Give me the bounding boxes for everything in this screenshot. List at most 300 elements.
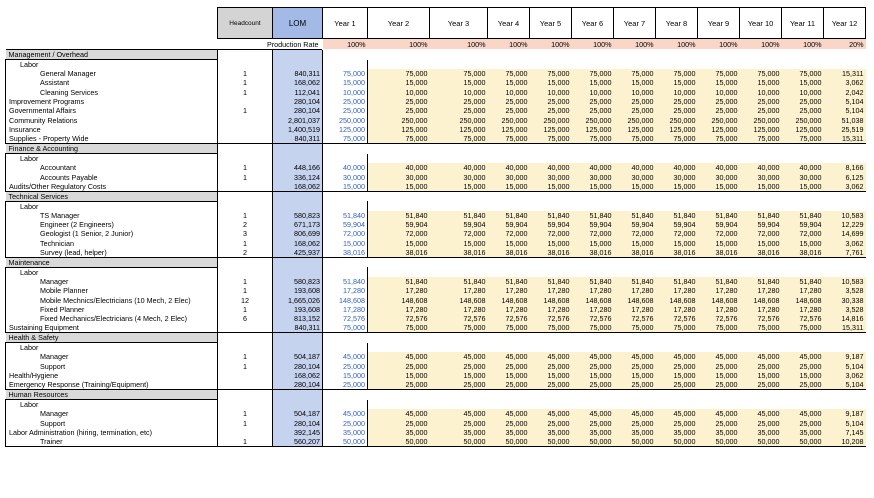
year-8-cell[interactable] — [656, 60, 698, 70]
year-7-cell[interactable]: 50,000 — [614, 437, 656, 447]
year-10-cell[interactable]: 17,280 — [740, 286, 782, 295]
section-year-cell[interactable] — [782, 390, 824, 400]
year-9-cell[interactable]: 45,000 — [698, 352, 740, 361]
section-label[interactable]: Human Resources — [6, 390, 218, 400]
year-7-cell[interactable] — [614, 267, 656, 277]
headcount-cell[interactable] — [218, 371, 273, 380]
section-year-cell[interactable] — [782, 257, 824, 267]
year-10-cell[interactable] — [740, 267, 782, 277]
year-1-cell[interactable]: 35,000 — [323, 428, 368, 437]
year-5-cell[interactable]: 15,000 — [530, 371, 572, 380]
year-6-cell[interactable]: 25,000 — [572, 362, 614, 371]
year-2-cell[interactable]: 15,000 — [368, 78, 430, 87]
year-8-cell[interactable]: 75,000 — [656, 134, 698, 144]
section-headcount-cell[interactable] — [218, 390, 273, 400]
year-5-cell[interactable]: 75,000 — [530, 134, 572, 144]
line-item-label[interactable]: Audits/Other Regulatory Costs — [6, 182, 218, 192]
lom-total-cell[interactable]: 580,823 — [273, 211, 323, 220]
year-2-cell[interactable]: 148,608 — [368, 295, 430, 304]
section-year-cell[interactable] — [740, 390, 782, 400]
year-2-cell[interactable]: 30,000 — [368, 172, 430, 181]
line-item-label[interactable]: Assistant — [6, 78, 218, 87]
year-5-cell[interactable]: 148,608 — [530, 295, 572, 304]
year-5-cell[interactable] — [530, 400, 572, 410]
year-6-cell[interactable]: 17,280 — [572, 305, 614, 314]
year-4-cell[interactable]: 72,000 — [488, 229, 530, 238]
line-item-label[interactable]: Cleaning Services — [6, 88, 218, 97]
year-11-cell[interactable]: 17,280 — [782, 286, 824, 295]
year-5-cell[interactable]: 25,000 — [530, 380, 572, 390]
section-lom-cell[interactable] — [273, 191, 323, 201]
year-5-cell[interactable]: 25,000 — [530, 106, 572, 115]
line-item-label[interactable]: Accountant — [6, 163, 218, 172]
lom-total-cell[interactable]: 392,145 — [273, 428, 323, 437]
year-4-cell[interactable]: 72,576 — [488, 314, 530, 323]
lom-total-cell[interactable] — [273, 343, 323, 353]
section-year-cell[interactable] — [488, 144, 530, 154]
year-7-cell[interactable]: 10,000 — [614, 88, 656, 97]
year-11-cell[interactable] — [782, 267, 824, 277]
line-item-label[interactable]: Health/Hygiene — [6, 371, 218, 380]
header-year-12[interactable]: Year 12 — [824, 8, 866, 39]
year-2-cell[interactable]: 72,000 — [368, 229, 430, 238]
section-year-cell[interactable] — [572, 191, 614, 201]
section-year-cell[interactable] — [698, 191, 740, 201]
year-9-cell[interactable] — [698, 343, 740, 353]
year-2-cell[interactable]: 75,000 — [368, 323, 430, 333]
year-1-cell[interactable]: 75,000 — [323, 134, 368, 144]
production-rate-year-8[interactable]: 100% — [656, 39, 698, 50]
year-1-cell[interactable] — [323, 154, 368, 164]
year-1-cell[interactable]: 25,000 — [323, 419, 368, 428]
year-9-cell[interactable]: 17,280 — [698, 305, 740, 314]
lom-total-cell[interactable]: 504,187 — [273, 352, 323, 361]
year-4-cell[interactable]: 75,000 — [488, 323, 530, 333]
year-9-cell[interactable]: 10,000 — [698, 88, 740, 97]
section-year-cell[interactable] — [614, 257, 656, 267]
year-3-cell[interactable]: 30,000 — [430, 172, 488, 181]
header-year-4[interactable]: Year 4 — [488, 8, 530, 39]
year-7-cell[interactable]: 15,000 — [614, 182, 656, 192]
production-rate-year-10[interactable]: 100% — [740, 39, 782, 50]
line-item-label[interactable]: Geologist (1 Senior, 2 Junior) — [6, 229, 218, 238]
lom-total-cell[interactable]: 448,166 — [273, 163, 323, 172]
year-8-cell[interactable]: 75,000 — [656, 323, 698, 333]
headcount-cell[interactable] — [218, 134, 273, 144]
year-2-cell[interactable]: 125,000 — [368, 125, 430, 134]
section-year-cell[interactable] — [614, 390, 656, 400]
section-year-cell[interactable] — [530, 390, 572, 400]
year-4-cell[interactable]: 40,000 — [488, 163, 530, 172]
section-year-cell[interactable] — [572, 144, 614, 154]
year-4-cell[interactable]: 51,840 — [488, 211, 530, 220]
headcount-cell[interactable] — [218, 380, 273, 390]
lom-total-cell[interactable]: 425,937 — [273, 248, 323, 258]
section-year-cell[interactable] — [368, 257, 430, 267]
year-3-cell[interactable]: 59,904 — [430, 220, 488, 229]
section-year-cell[interactable] — [656, 390, 698, 400]
year-1-cell[interactable] — [323, 60, 368, 70]
year-2-cell[interactable] — [368, 154, 430, 164]
year-3-cell[interactable]: 250,000 — [430, 115, 488, 124]
year-11-cell[interactable] — [782, 201, 824, 211]
year-3-cell[interactable]: 148,608 — [430, 295, 488, 304]
year-4-cell[interactable]: 35,000 — [488, 428, 530, 437]
year-3-cell[interactable]: 38,016 — [430, 248, 488, 258]
year-11-cell[interactable]: 50,000 — [782, 437, 824, 447]
section-year-cell[interactable] — [430, 390, 488, 400]
year-12-cell[interactable]: 14,816 — [824, 314, 866, 323]
section-year-cell[interactable] — [488, 333, 530, 343]
section-year-cell[interactable] — [824, 144, 866, 154]
year-5-cell[interactable]: 10,000 — [530, 88, 572, 97]
headcount-cell[interactable]: 1 — [218, 88, 273, 97]
section-year-cell[interactable] — [656, 257, 698, 267]
section-year-cell[interactable] — [740, 333, 782, 343]
year-1-cell[interactable]: 45,000 — [323, 409, 368, 418]
year-9-cell[interactable]: 45,000 — [698, 409, 740, 418]
section-year-cell[interactable] — [824, 191, 866, 201]
lom-total-cell[interactable]: 193,608 — [273, 286, 323, 295]
year-7-cell[interactable]: 35,000 — [614, 428, 656, 437]
section-year-cell[interactable] — [368, 191, 430, 201]
section-headcount-cell[interactable] — [218, 333, 273, 343]
lom-total-cell[interactable]: 504,187 — [273, 409, 323, 418]
lom-total-cell[interactable] — [273, 154, 323, 164]
year-10-cell[interactable]: 72,576 — [740, 314, 782, 323]
section-year-cell[interactable] — [614, 191, 656, 201]
year-8-cell[interactable]: 15,000 — [656, 371, 698, 380]
headcount-cell[interactable]: 1 — [218, 69, 273, 78]
year-8-cell[interactable]: 51,840 — [656, 211, 698, 220]
year-7-cell[interactable]: 75,000 — [614, 69, 656, 78]
year-6-cell[interactable] — [572, 400, 614, 410]
year-5-cell[interactable] — [530, 60, 572, 70]
headcount-cell[interactable]: 1 — [218, 352, 273, 361]
year-11-cell[interactable]: 15,000 — [782, 182, 824, 192]
year-8-cell[interactable] — [656, 400, 698, 410]
section-year-cell[interactable] — [572, 257, 614, 267]
year-7-cell[interactable]: 40,000 — [614, 163, 656, 172]
year-10-cell[interactable]: 25,000 — [740, 362, 782, 371]
year-12-cell[interactable]: 3,062 — [824, 371, 866, 380]
year-3-cell[interactable]: 25,000 — [430, 380, 488, 390]
year-4-cell[interactable] — [488, 400, 530, 410]
lom-total-cell[interactable] — [273, 201, 323, 211]
year-8-cell[interactable]: 25,000 — [656, 362, 698, 371]
section-year-cell[interactable] — [488, 191, 530, 201]
line-item-label[interactable]: Accounts Payable — [6, 172, 218, 181]
year-5-cell[interactable]: 40,000 — [530, 163, 572, 172]
section-year-cell[interactable] — [614, 144, 656, 154]
section-year-cell[interactable] — [656, 144, 698, 154]
year-8-cell[interactable]: 75,000 — [656, 69, 698, 78]
lom-total-cell[interactable]: 280,104 — [273, 419, 323, 428]
year-7-cell[interactable] — [614, 60, 656, 70]
year-12-cell[interactable]: 3,062 — [824, 239, 866, 248]
year-7-cell[interactable]: 38,016 — [614, 248, 656, 258]
year-8-cell[interactable]: 25,000 — [656, 97, 698, 106]
year-9-cell[interactable] — [698, 400, 740, 410]
year-9-cell[interactable]: 25,000 — [698, 106, 740, 115]
line-item-label[interactable]: Emergency Response (Training/Equipment) — [6, 380, 218, 390]
year-3-cell[interactable]: 50,000 — [430, 437, 488, 447]
year-3-cell[interactable] — [430, 267, 488, 277]
year-10-cell[interactable] — [740, 343, 782, 353]
year-7-cell[interactable]: 15,000 — [614, 371, 656, 380]
header-year-9[interactable]: Year 9 — [698, 8, 740, 39]
lom-total-cell[interactable]: 168,062 — [273, 182, 323, 192]
section-headcount-cell[interactable] — [218, 144, 273, 154]
headcount-cell[interactable] — [218, 182, 273, 192]
year-6-cell[interactable] — [572, 201, 614, 211]
year-9-cell[interactable]: 50,000 — [698, 437, 740, 447]
year-4-cell[interactable] — [488, 60, 530, 70]
year-11-cell[interactable] — [782, 343, 824, 353]
year-5-cell[interactable]: 59,904 — [530, 220, 572, 229]
year-6-cell[interactable]: 15,000 — [572, 239, 614, 248]
year-6-cell[interactable]: 25,000 — [572, 97, 614, 106]
lom-total-cell[interactable] — [273, 60, 323, 70]
year-5-cell[interactable]: 38,016 — [530, 248, 572, 258]
section-year-cell[interactable] — [698, 50, 740, 60]
year-6-cell[interactable]: 38,016 — [572, 248, 614, 258]
year-7-cell[interactable] — [614, 343, 656, 353]
year-3-cell[interactable]: 25,000 — [430, 419, 488, 428]
line-item-label[interactable]: Supplies - Property Wide — [6, 134, 218, 144]
lom-total-cell[interactable]: 2,801,037 — [273, 115, 323, 124]
year-11-cell[interactable]: 148,608 — [782, 295, 824, 304]
year-11-cell[interactable]: 25,000 — [782, 380, 824, 390]
headcount-cell[interactable]: 1 — [218, 172, 273, 181]
section-year-cell[interactable] — [782, 50, 824, 60]
year-5-cell[interactable] — [530, 154, 572, 164]
year-9-cell[interactable]: 59,904 — [698, 220, 740, 229]
year-7-cell[interactable]: 25,000 — [614, 380, 656, 390]
year-10-cell[interactable]: 30,000 — [740, 172, 782, 181]
production-rate-year-12[interactable]: 20% — [824, 39, 866, 50]
year-8-cell[interactable]: 72,576 — [656, 314, 698, 323]
year-9-cell[interactable]: 75,000 — [698, 134, 740, 144]
year-12-cell[interactable]: 15,311 — [824, 134, 866, 144]
year-2-cell[interactable]: 25,000 — [368, 380, 430, 390]
section-year-cell[interactable] — [824, 257, 866, 267]
year-6-cell[interactable] — [572, 60, 614, 70]
headcount-cell[interactable] — [218, 115, 273, 124]
year-3-cell[interactable] — [430, 154, 488, 164]
year-3-cell[interactable]: 25,000 — [430, 97, 488, 106]
year-10-cell[interactable]: 75,000 — [740, 69, 782, 78]
year-12-cell[interactable]: 25,519 — [824, 125, 866, 134]
line-item-label[interactable]: Trainer — [6, 437, 218, 447]
headcount-cell[interactable]: 1 — [218, 277, 273, 286]
year-2-cell[interactable]: 15,000 — [368, 182, 430, 192]
year-10-cell[interactable]: 59,904 — [740, 220, 782, 229]
year-11-cell[interactable]: 25,000 — [782, 362, 824, 371]
year-10-cell[interactable]: 51,840 — [740, 211, 782, 220]
year-9-cell[interactable]: 15,000 — [698, 371, 740, 380]
year-11-cell[interactable]: 51,840 — [782, 277, 824, 286]
year-6-cell[interactable]: 10,000 — [572, 88, 614, 97]
lom-total-cell[interactable]: 671,173 — [273, 220, 323, 229]
lom-total-cell[interactable]: 840,311 — [273, 69, 323, 78]
year-5-cell[interactable]: 15,000 — [530, 78, 572, 87]
section-year-cell[interactable] — [430, 333, 488, 343]
year-2-cell[interactable] — [368, 267, 430, 277]
year-10-cell[interactable]: 72,000 — [740, 229, 782, 238]
year-7-cell[interactable]: 59,904 — [614, 220, 656, 229]
year-6-cell[interactable]: 125,000 — [572, 125, 614, 134]
year-12-cell[interactable]: 3,528 — [824, 305, 866, 314]
year-12-cell[interactable]: 8,166 — [824, 163, 866, 172]
section-lom-cell[interactable] — [273, 144, 323, 154]
lom-total-cell[interactable]: 280,104 — [273, 106, 323, 115]
header-lom[interactable]: LOM — [273, 8, 323, 39]
lom-total-cell[interactable]: 193,608 — [273, 305, 323, 314]
year-4-cell[interactable]: 15,000 — [488, 239, 530, 248]
year-9-cell[interactable]: 40,000 — [698, 163, 740, 172]
section-year-cell[interactable] — [368, 390, 430, 400]
lom-total-cell[interactable]: 813,152 — [273, 314, 323, 323]
year-1-cell[interactable]: 10,000 — [323, 88, 368, 97]
year-4-cell[interactable] — [488, 201, 530, 211]
year-6-cell[interactable]: 15,000 — [572, 182, 614, 192]
section-year-cell[interactable] — [614, 333, 656, 343]
year-5-cell[interactable] — [530, 201, 572, 211]
year-5-cell[interactable]: 75,000 — [530, 69, 572, 78]
year-5-cell[interactable]: 17,280 — [530, 305, 572, 314]
headcount-cell[interactable] — [218, 267, 273, 277]
year-2-cell[interactable] — [368, 60, 430, 70]
year-5-cell[interactable]: 250,000 — [530, 115, 572, 124]
year-8-cell[interactable] — [656, 201, 698, 211]
section-year-cell[interactable] — [572, 50, 614, 60]
year-8-cell[interactable]: 59,904 — [656, 220, 698, 229]
year-12-cell[interactable]: 30,338 — [824, 295, 866, 304]
year-12-cell[interactable]: 5,104 — [824, 362, 866, 371]
year-11-cell[interactable]: 25,000 — [782, 97, 824, 106]
year-4-cell[interactable]: 59,904 — [488, 220, 530, 229]
section-year-cell[interactable] — [782, 191, 824, 201]
section-year-cell[interactable] — [430, 144, 488, 154]
year-3-cell[interactable]: 75,000 — [430, 134, 488, 144]
year-9-cell[interactable]: 35,000 — [698, 428, 740, 437]
section-lom-cell[interactable] — [273, 50, 323, 60]
year-9-cell[interactable]: 25,000 — [698, 380, 740, 390]
headcount-cell[interactable]: 1 — [218, 286, 273, 295]
year-8-cell[interactable]: 148,608 — [656, 295, 698, 304]
header-year-7[interactable]: Year 7 — [614, 8, 656, 39]
year-6-cell[interactable]: 25,000 — [572, 106, 614, 115]
year-12-cell[interactable]: 10,208 — [824, 437, 866, 447]
year-9-cell[interactable]: 148,608 — [698, 295, 740, 304]
lom-total-cell[interactable]: 840,311 — [273, 134, 323, 144]
subgroup-label[interactable]: Labor — [6, 267, 218, 277]
year-5-cell[interactable]: 75,000 — [530, 323, 572, 333]
year-4-cell[interactable]: 51,840 — [488, 277, 530, 286]
year-6-cell[interactable]: 15,000 — [572, 371, 614, 380]
year-5-cell[interactable]: 35,000 — [530, 428, 572, 437]
year-10-cell[interactable]: 75,000 — [740, 323, 782, 333]
lom-total-cell[interactable]: 1,665,026 — [273, 295, 323, 304]
year-2-cell[interactable]: 25,000 — [368, 419, 430, 428]
section-year-cell[interactable] — [782, 144, 824, 154]
year-9-cell[interactable]: 25,000 — [698, 362, 740, 371]
headcount-cell[interactable] — [218, 201, 273, 211]
header-year-6[interactable]: Year 6 — [572, 8, 614, 39]
subgroup-label[interactable]: Labor — [6, 60, 218, 70]
year-4-cell[interactable]: 250,000 — [488, 115, 530, 124]
section-lom-cell[interactable] — [273, 257, 323, 267]
line-item-label[interactable]: Fixed Mechanics/Electricians (4 Mech, 2 Elec) — [6, 314, 218, 323]
section-year-cell[interactable] — [430, 50, 488, 60]
year-9-cell[interactable]: 25,000 — [698, 97, 740, 106]
year-5-cell[interactable] — [530, 267, 572, 277]
year-6-cell[interactable]: 51,840 — [572, 277, 614, 286]
year-11-cell[interactable]: 10,000 — [782, 88, 824, 97]
header-year-11[interactable]: Year 11 — [782, 8, 824, 39]
year-10-cell[interactable]: 45,000 — [740, 352, 782, 361]
year-2-cell[interactable]: 35,000 — [368, 428, 430, 437]
year-3-cell[interactable]: 125,000 — [430, 125, 488, 134]
year-7-cell[interactable]: 75,000 — [614, 134, 656, 144]
year-1-cell[interactable]: 15,000 — [323, 78, 368, 87]
year-12-cell[interactable]: 14,699 — [824, 229, 866, 238]
year-12-cell[interactable] — [824, 343, 866, 353]
headcount-cell[interactable] — [218, 323, 273, 333]
year-10-cell[interactable]: 10,000 — [740, 88, 782, 97]
year-9-cell[interactable]: 30,000 — [698, 172, 740, 181]
year-8-cell[interactable]: 38,016 — [656, 248, 698, 258]
year-2-cell[interactable]: 75,000 — [368, 134, 430, 144]
year-1-cell[interactable] — [323, 400, 368, 410]
year-8-cell[interactable]: 40,000 — [656, 163, 698, 172]
year-2-cell[interactable] — [368, 343, 430, 353]
line-item-label[interactable]: Mobile Planner — [6, 286, 218, 295]
year-2-cell[interactable]: 51,840 — [368, 211, 430, 220]
year-1-cell[interactable]: 45,000 — [323, 352, 368, 361]
lom-total-cell[interactable]: 840,311 — [273, 323, 323, 333]
year-1-cell[interactable]: 25,000 — [323, 106, 368, 115]
year-10-cell[interactable]: 15,000 — [740, 239, 782, 248]
year-6-cell[interactable] — [572, 267, 614, 277]
section-year-cell[interactable] — [698, 333, 740, 343]
year-11-cell[interactable]: 72,000 — [782, 229, 824, 238]
year-5-cell[interactable]: 51,840 — [530, 211, 572, 220]
year-9-cell[interactable]: 250,000 — [698, 115, 740, 124]
year-12-cell[interactable]: 5,104 — [824, 97, 866, 106]
production-rate-year-2[interactable]: 100% — [368, 39, 430, 50]
year-2-cell[interactable]: 25,000 — [368, 97, 430, 106]
year-9-cell[interactable]: 72,000 — [698, 229, 740, 238]
production-rate-year-1[interactable]: 100% — [323, 39, 368, 50]
year-4-cell[interactable]: 25,000 — [488, 362, 530, 371]
year-7-cell[interactable]: 25,000 — [614, 362, 656, 371]
year-4-cell[interactable] — [488, 154, 530, 164]
year-3-cell[interactable]: 75,000 — [430, 323, 488, 333]
header-year-1[interactable]: Year 1 — [323, 8, 368, 39]
year-8-cell[interactable]: 15,000 — [656, 182, 698, 192]
year-12-cell[interactable]: 3,062 — [824, 78, 866, 87]
section-year-cell[interactable] — [530, 257, 572, 267]
year-5-cell[interactable]: 17,280 — [530, 286, 572, 295]
section-year-cell[interactable] — [740, 50, 782, 60]
year-9-cell[interactable]: 75,000 — [698, 323, 740, 333]
year-4-cell[interactable]: 45,000 — [488, 409, 530, 418]
line-item-label[interactable]: Labor Administration (hiring, termination, etc) — [6, 428, 218, 437]
year-1-cell[interactable]: 17,280 — [323, 286, 368, 295]
headcount-cell[interactable]: 1 — [218, 437, 273, 447]
